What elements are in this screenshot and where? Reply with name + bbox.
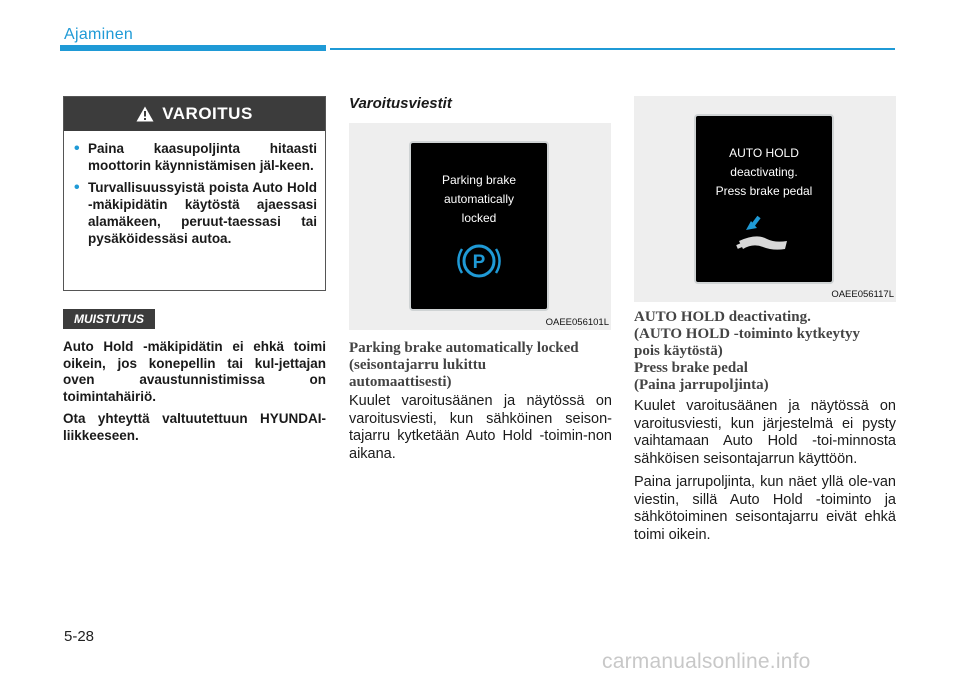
display-line: Press brake pedal: [715, 184, 813, 198]
parking-brake-body: Kuulet varoitusäänen ja näytössä on varoitusviesti, kun sähköinen seison-tajarru kytketään Auto Hold -toimin-non aikana.: [349, 393, 612, 462]
press-pedal-icon: [729, 211, 799, 257]
page-number: 5-28: [64, 628, 95, 645]
display-line: automatically: [443, 192, 515, 206]
cluster-display: [694, 114, 834, 284]
auto-hold-figure: [634, 96, 896, 302]
bullet-icon: •: [74, 140, 80, 157]
warning-item: • Turvallisuussyistä poista Auto Hold -mäkipidätin käytöstä ajaessasi alamäkeen, peruut-taessasi tai pysäköidessäsi autoa.: [74, 179, 317, 246]
warning-triangle-icon: [136, 106, 154, 122]
section-title: Ajaminen: [64, 26, 134, 43]
image-code: OAEE056101L: [545, 317, 609, 328]
cluster-display: [409, 141, 549, 311]
image-code: OAEE056117L: [831, 289, 894, 300]
svg-text:P: P: [472, 252, 486, 273]
note-paragraph: Auto Hold -mäkipidätin ei ehkä toimi oikein, jos konepellin tai kul-jettajan oven avaustunnistimissa on toimintahäiriö.: [63, 339, 326, 404]
parking-brake-figure: [349, 123, 611, 330]
warning-list: [64, 131, 325, 247]
messages-heading: Varoitusviestit: [349, 95, 452, 112]
warning-box: [63, 96, 326, 291]
display-line: AUTO HOLD: [729, 146, 799, 160]
auto-hold-body: Kuulet varoitusäänen ja näytössä on varoitusviesti, kun järjestelmä ei pysty vaihtamaan Auto Hold -toi-minnosta sähköisen seisontajarrun käyttöön. Paina jarrupoljinta, kun näet yllä ole-van viestin, sillä Auto Hold -toiminto ja sähkötoiminen seisontajarru eivät ehkä toimi oikein.: [634, 398, 896, 543]
display-line: deactivating.: [730, 165, 798, 179]
auto-hold-subhead: AUTO HOLD deactivating. (AUTO HOLD -toiminto kytkeytyy pois käytöstä) Press brake pedal (Paina jarrupoljinta): [634, 309, 860, 393]
watermark: carmanualsonline.info: [602, 650, 811, 673]
parking-brake-subhead: Parking brake automatically locked (seisontajarru lukittu automaattisesti): [349, 340, 579, 390]
note-paragraph: Ota yhteyttä valtuutettuun HYUNDAI-liikkeeseen.: [63, 411, 326, 443]
header-rule-thin: [330, 48, 895, 50]
warning-item: • Paina kaasupoljinta hitaasti moottorin käynnistämisen jäl-keen.: [74, 140, 317, 173]
bullet-icon: •: [74, 179, 80, 196]
note-label: MUISTUTUS: [63, 309, 155, 329]
display-line: Parking brake: [441, 173, 517, 187]
warning-header: [64, 97, 325, 131]
warning-title: VAROITUS: [162, 104, 253, 123]
header-rule-thick: [60, 45, 326, 51]
parking-brake-icon: [454, 240, 504, 282]
note-text: [63, 339, 326, 450]
display-line: locked: [461, 211, 497, 225]
